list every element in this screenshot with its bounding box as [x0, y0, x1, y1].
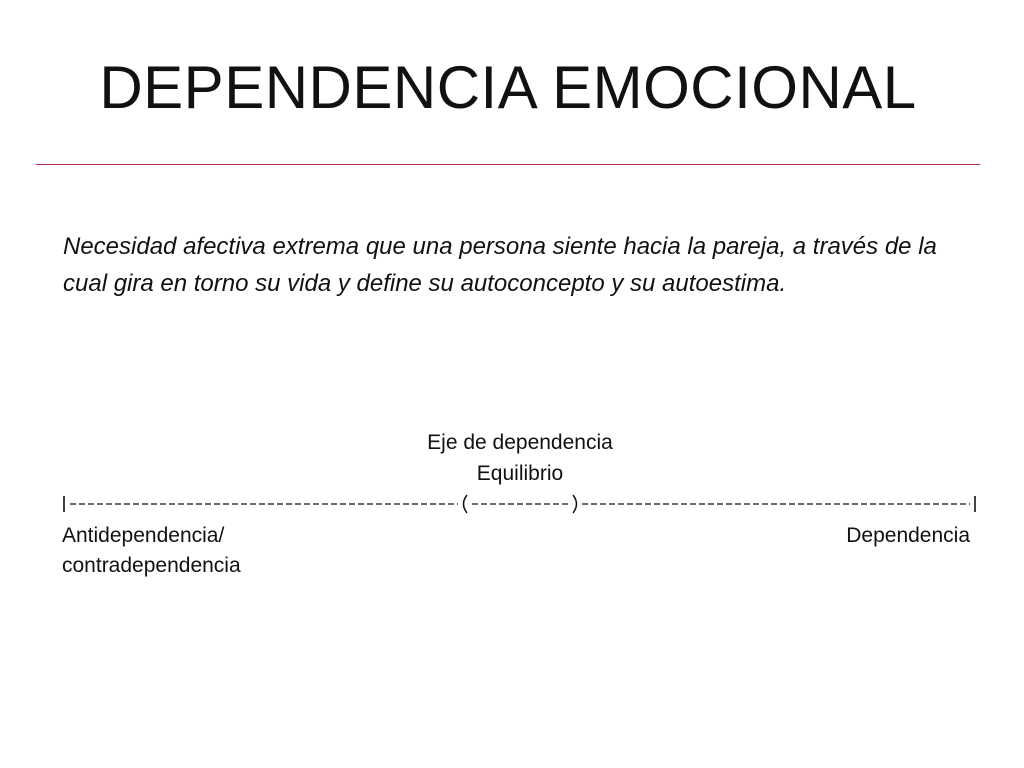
axis-left-label: [62, 521, 382, 581]
axis-title: Eje de dependencia: [427, 431, 613, 454]
axis-left-label-line1: Antidependencia/: [62, 524, 225, 547]
dependency-axis: [62, 428, 982, 588]
definition-text: Necesidad afectiva extrema que una persona siente hacia la pareja, a través de la cual gira en torno su vida y define su autoconcepto y su autoestima.: [63, 233, 937, 297]
axis-right-label: Dependencia: [846, 524, 970, 547]
axis-line: [62, 492, 978, 516]
axis-center-label: Equilibrio: [476, 462, 564, 485]
slide-title: DEPENDENCIA EMOCIONAL: [99, 54, 917, 121]
axis-line-graphic: [62, 492, 978, 516]
title-divider: [36, 164, 980, 165]
equilibrium-open-bracket: [464, 495, 468, 513]
equilibrium-close-bracket: [573, 495, 577, 513]
axis-left-label-line2: contradependencia: [62, 554, 241, 577]
